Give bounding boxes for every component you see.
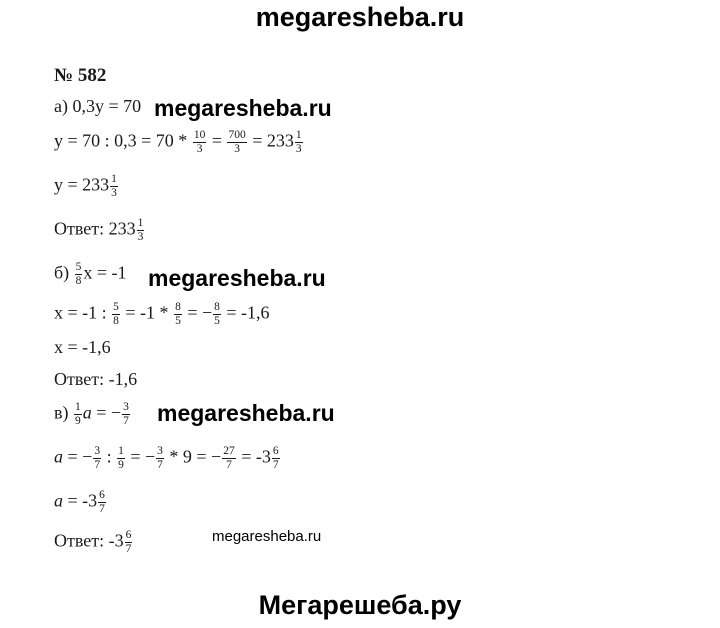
fraction: $\frac{8}{5}$ xyxy=(214,301,220,327)
part-b-line1: б) $\frac{5}{8}$ x = -1 xyxy=(54,261,127,287)
part-c-line3: a = -3 $\frac{6}{7}$ xyxy=(54,489,105,515)
task-title: № 582 xyxy=(54,65,107,86)
fraction: $\frac{5}{8}$ xyxy=(75,261,82,287)
part-c-answer: Ответ: -3 $\frac{6}{7}$ xyxy=(54,529,132,555)
fraction: $\frac{1}{9}$ xyxy=(118,445,124,471)
part-c-line1: в) $\frac{1}{9}$ a = − $\frac{3}{7}$ xyxy=(54,401,129,427)
part-a-answer: Ответ: 233 $\frac{1}{3}$ xyxy=(54,217,144,243)
watermark-small: megaresheba.ru xyxy=(212,528,322,545)
fraction: $\frac{27}{7}$ xyxy=(223,445,235,471)
fraction: $\frac{6}{7}$ xyxy=(272,445,279,471)
fraction: $\frac{3}{7}$ xyxy=(123,401,129,427)
fraction: $\frac{8}{5}$ xyxy=(175,301,181,327)
watermark-top: megaresheba.ru xyxy=(255,2,465,32)
fraction: $\frac{1}{3}$ xyxy=(295,129,302,155)
part-a-line2: y = 70 : 0,3 = 70 * $\frac{10}{3}$ = $\frac{700}{3}$ = 233 $\frac{1}{3}$ xyxy=(54,129,302,155)
fraction: $\frac{1}{3}$ xyxy=(111,173,117,199)
fraction: $\frac{700}{3}$ xyxy=(228,129,246,155)
part-a-line3: y = 233 $\frac{1}{3}$ xyxy=(54,173,117,199)
fraction: $\frac{1}{3}$ xyxy=(137,217,144,243)
part-a-line1 xyxy=(54,97,141,115)
part-b-line3: x = -1,6 xyxy=(54,337,111,357)
watermark-bottom: Мегарешеба.ру xyxy=(258,590,462,620)
fraction: $\frac{3}{7}$ xyxy=(94,445,101,471)
fraction: $\frac{6}{7}$ xyxy=(125,529,132,555)
watermark-inline-1: megaresheba.ru xyxy=(154,95,332,121)
part-a-equation: а) 0,3y = 70 xyxy=(54,96,142,116)
fraction: $\frac{5}{8}$ xyxy=(113,301,119,327)
part-b-line2: x = -1 : $\frac{5}{8}$ = -1 * $\frac{8}{5}$ = − $\frac{8}{5}$ = -1,6 xyxy=(54,301,270,327)
watermark-inline-2: megaresheba.ru xyxy=(148,265,326,291)
fraction: $\frac{1}{9}$ xyxy=(75,401,81,427)
part-a-line2-text: y = 70 : 0,3 = 70 * xyxy=(54,130,192,151)
watermark-inline-3: megaresheba.ru xyxy=(157,400,335,426)
fraction: $\frac{3}{7}$ xyxy=(157,445,163,471)
part-c-line2: a = − $\frac{3}{7}$ : $\frac{1}{9}$ = − $\frac{3}{7}$ * 9 = − $\frac{27}{7}$ = -3 $\frac{6}{7}$ xyxy=(54,445,279,471)
fraction: $\frac{6}{7}$ xyxy=(99,489,105,515)
part-b-answer: Ответ: -1,6 xyxy=(54,369,138,389)
fraction: $\frac{10}{3}$ xyxy=(193,129,206,155)
